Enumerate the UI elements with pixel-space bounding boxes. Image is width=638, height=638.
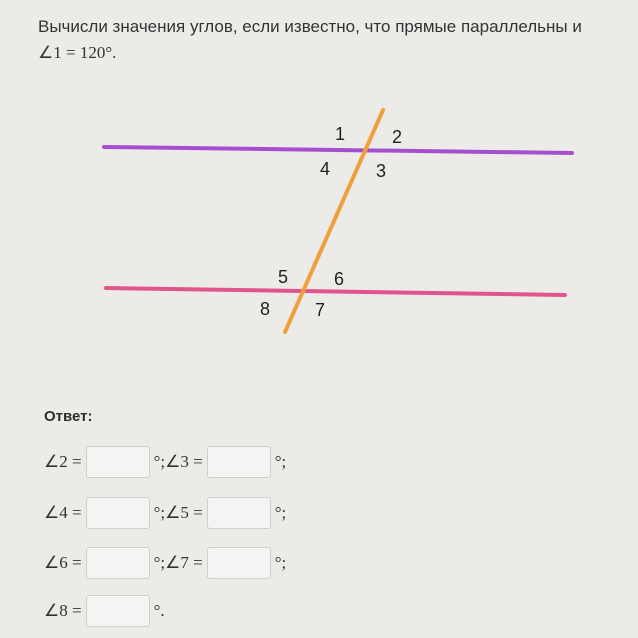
angle-3-label: ∠3 =: [165, 452, 203, 471]
angle-4-label: ∠4 =: [44, 503, 82, 522]
angle-2-input[interactable]: [86, 446, 150, 478]
answer-row-3: [44, 546, 286, 580]
top-parallel-line: [104, 147, 572, 153]
row-end: °;: [274, 452, 287, 471]
angle-5-input[interactable]: [207, 497, 271, 529]
angle-8-label: ∠8 =: [44, 601, 82, 620]
answer-row-4: [44, 594, 165, 628]
bottom-parallel-line: [106, 288, 565, 295]
angle-label-2: 2: [391, 127, 403, 147]
angle-label-8: 8: [259, 299, 271, 319]
angle-label-6: 6: [333, 269, 345, 289]
angle-6-input[interactable]: [86, 547, 150, 579]
angle-label-1: 1: [334, 124, 346, 144]
angle-7-input[interactable]: [207, 547, 271, 579]
separator: °;: [153, 503, 166, 522]
angle-6-label: ∠6 =: [44, 553, 82, 572]
row-end: °;: [274, 503, 287, 522]
angle-label-5: 5: [277, 267, 289, 287]
row-end: °;: [274, 553, 287, 572]
separator: °;: [153, 553, 166, 572]
angle-label-3: 3: [375, 161, 387, 181]
angle-7-label: ∠7 =: [165, 553, 203, 572]
answer-title: Ответ:: [44, 408, 93, 425]
angle-8-input[interactable]: [86, 595, 150, 627]
task-text: Вычисли значения углов, если известно, что прямые параллельны и: [38, 17, 582, 36]
answer-row-1: [44, 445, 286, 479]
angle-5-label: ∠5 =: [165, 503, 203, 522]
task-condition: ∠1 = 120°.: [38, 43, 117, 62]
row-end: °.: [153, 601, 165, 620]
angle-label-4: 4: [319, 159, 331, 179]
angle-2-label: ∠2 =: [44, 452, 82, 471]
angle-3-input[interactable]: [207, 446, 271, 478]
answer-row-2: [44, 496, 286, 530]
angle-4-input[interactable]: [86, 497, 150, 529]
separator: °;: [153, 452, 166, 471]
angle-label-7: 7: [314, 300, 326, 320]
